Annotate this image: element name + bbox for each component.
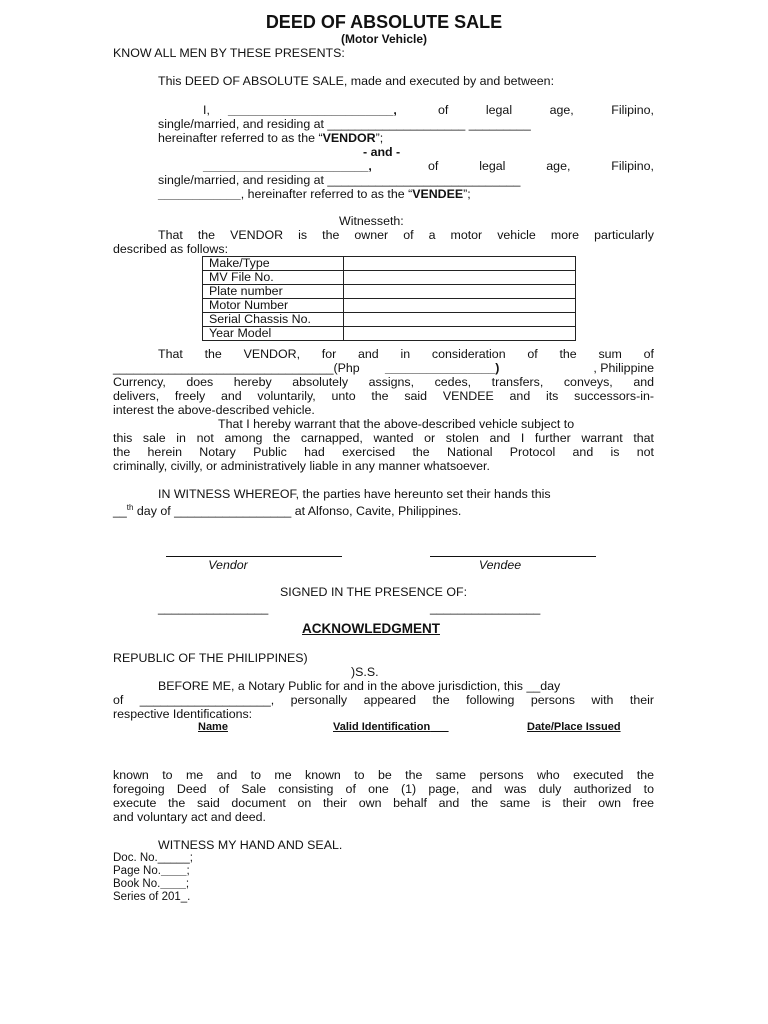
vendor-referred-text: hereinafter referred to as the “ <box>158 131 323 145</box>
doc-no-line <box>113 852 193 865</box>
witness-hand-seal: WITNESS MY HAND AND SEAL. <box>158 838 343 852</box>
vendee-name-blank: ________________________, <box>203 159 372 173</box>
vehicle-field-value <box>344 257 576 271</box>
vehicle-field-label: Make/Type <box>203 257 344 271</box>
vehicle-field-label: Serial Chassis No. <box>203 313 344 327</box>
table-row <box>203 257 576 271</box>
vendee-age-text: of legal age, Filipino, <box>428 159 654 173</box>
day-suffix: th <box>126 503 134 512</box>
consideration-text: delivers, freely and voluntarily, unto the said VENDEE and its successors-in- <box>113 389 654 403</box>
warranty-text: the herein Notary Public had exercised the National Protocol and is not <box>113 445 654 459</box>
book-no-line <box>113 878 189 891</box>
vehicle-field-label: Year Model <box>203 327 344 341</box>
id-header-valid-id <box>333 720 449 734</box>
id-header-name: Name <box>198 721 228 733</box>
witness-signature-left: ________________ <box>158 601 269 615</box>
known-text: execute the said document on their own behalf and the same is their own free <box>113 796 654 810</box>
table-row <box>203 285 576 299</box>
vendee-referred-text: , hereinafter referred to as the “ <box>240 187 413 201</box>
vehicle-details-table <box>202 256 576 341</box>
id-header-valid-id-label: Valid Identification <box>333 721 431 733</box>
vendor-age-text: of legal age, Filipino, <box>438 103 654 117</box>
vendor-term: VENDOR <box>322 131 376 145</box>
intro-text: KNOW ALL MEN BY THESE PRESENTS: <box>113 46 345 60</box>
consideration-currency: , Philippine <box>593 361 654 375</box>
opening-text: This DEED OF ABSOLUTE SALE, made and executed by and between: <box>158 74 555 88</box>
vendor-residence: single/married, and residing at ____________________ _________ <box>158 117 531 131</box>
page-no-semicolon: ; <box>186 865 190 877</box>
series-line: Series of 201_. <box>113 891 191 903</box>
consideration-words-blank: ________________________________(Php <box>113 361 360 375</box>
id-header-valid-id-tail: ___ <box>430 721 449 733</box>
known-text: foregoing Deed of Sale consisting of one (1) page, and was duly authorized to <box>113 782 654 796</box>
witness-signature-right: ________________ <box>430 601 541 615</box>
vehicle-field-label: Plate number <box>203 285 344 299</box>
consideration-text: interest the above-described vehicle. <box>113 403 315 417</box>
vehicle-field-value <box>344 299 576 313</box>
warranty-text: That I hereby warrant that the above-described vehicle subject to <box>218 417 575 431</box>
signed-presence-heading: SIGNED IN THE PRESENCE OF: <box>280 585 468 599</box>
in-witness-place: day of _________________ at Alfonso, Cavite, Philippines. <box>133 504 462 519</box>
before-me-text: respective Identifications: <box>113 707 253 721</box>
table-row <box>203 313 576 327</box>
vendor-referred <box>158 131 383 145</box>
in-witness-date <box>113 501 461 518</box>
book-no-label: Book No. <box>113 878 161 890</box>
consideration-text: Currency, does hereby absolutely assigns, cedes, transfers, conveys, and <box>113 375 654 389</box>
warranty-text: this sale in not among the carnapped, wanted or stolen and I further warrant that <box>113 431 654 445</box>
republic-text: REPUBLIC OF THE PHILIPPINES) <box>113 651 308 665</box>
vendee-referred-end: ”; <box>463 187 471 201</box>
page-no-label: Page No. <box>113 865 161 877</box>
page-no-blank: ____ <box>160 865 187 877</box>
id-header-date-place: Date/Place Issued <box>527 721 621 733</box>
vendor-signature-line <box>166 556 342 557</box>
vehicle-field-value <box>344 327 576 341</box>
known-text: known to me and to me known to be the same persons who executed the <box>113 768 654 782</box>
consideration-text: That the VENDOR, for and in consideration of the sum of <box>158 347 654 361</box>
and-separator: - and - <box>363 145 401 159</box>
vendee-referred <box>158 187 471 201</box>
owner-statement-cont: described as follows: <box>113 242 229 256</box>
consideration-amount-line <box>113 361 654 375</box>
ss-text: )S.S. <box>351 665 379 679</box>
table-row <box>203 271 576 285</box>
book-no-semicolon: ; <box>185 878 190 890</box>
vendor-name-blank: ________________________, <box>228 103 397 117</box>
warranty-text: criminally, civilly, or administratively liable in any manner whatsoever. <box>113 459 490 473</box>
vendee-blank: ____________ <box>158 187 241 201</box>
vendor-referred-end: ”; <box>375 131 384 145</box>
acknowledgment-heading: ACKNOWLEDGMENT <box>302 621 440 636</box>
table-row <box>203 327 576 341</box>
vehicle-field-value <box>344 313 576 327</box>
book-no-blank: ____ <box>160 878 186 890</box>
page-no-line <box>113 865 190 878</box>
owner-statement: That the VENDOR is the owner of a motor vehicle more particularly <box>158 228 654 242</box>
doc-no-label: Doc. No. <box>113 852 158 864</box>
document-subtitle: (Motor Vehicle) <box>340 32 427 46</box>
vendee-signature-label: Vendee <box>478 558 522 572</box>
vehicle-field-label: Motor Number <box>203 299 344 313</box>
doc-no-blank: _____ <box>157 852 190 864</box>
in-witness-text: IN WITNESS WHEREOF, the parties have hereunto set their hands this <box>158 487 551 501</box>
before-me-text: of ___________________, personally appeared the following persons with their <box>113 693 654 707</box>
vehicle-field-label: MV File No. <box>203 271 344 285</box>
vendee-term: VENDEE <box>412 187 464 201</box>
vendee-residence: single/married, and residing at ____________________________ <box>158 173 521 187</box>
vehicle-field-value <box>344 271 576 285</box>
vendor-signature-label: Vendor <box>208 558 248 572</box>
consideration-php-blank: ________________) <box>385 361 500 375</box>
vehicle-field-value <box>344 285 576 299</box>
vendee-signature-line <box>430 556 596 557</box>
witnesseth-heading: Witnesseth: <box>339 214 404 228</box>
known-text: and voluntary act and deed. <box>113 810 266 824</box>
doc-no-semicolon: ; <box>189 852 193 864</box>
day-blank: __ <box>113 504 127 519</box>
vendor-intro-i: I, <box>203 103 210 117</box>
table-row <box>203 299 576 313</box>
before-me-text: BEFORE ME, a Notary Public for and in the above jurisdiction, this __day <box>158 679 561 693</box>
document-title: DEED OF ABSOLUTE SALE <box>265 12 503 32</box>
